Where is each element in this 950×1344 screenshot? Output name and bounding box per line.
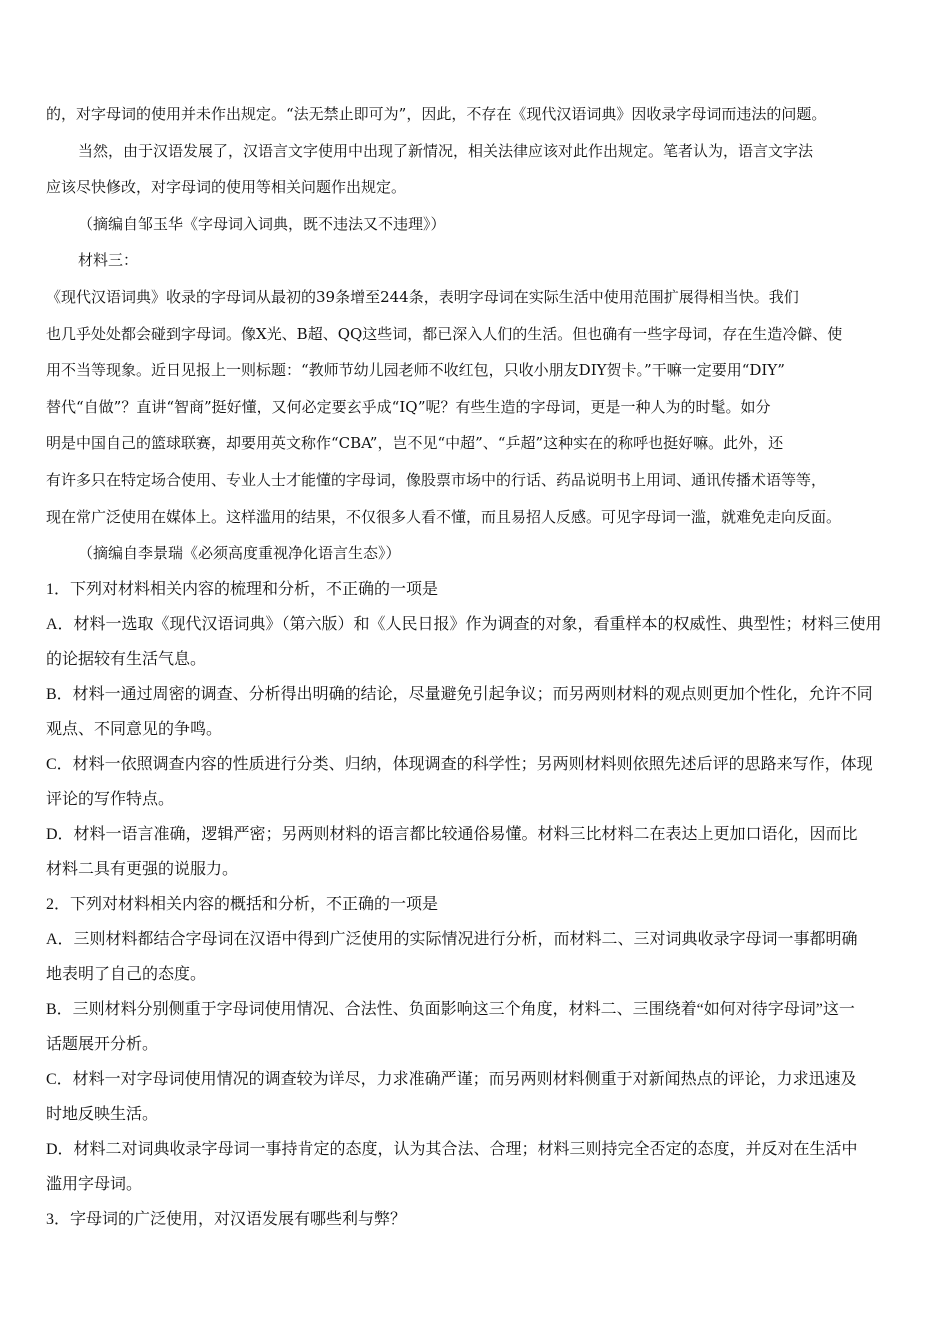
material3-source: （摘编自李景瑞《必须高度重视净化语言生态》） xyxy=(78,544,401,563)
material3-line-5: 明是中国自己的篮球联赛，却要用英文称作“CBA”，岂不见“中超”、“乒超”这种实在的称呼也挺好嘛。此外，还 xyxy=(46,434,784,453)
question-1-option-a: A．材料一选取《现代汉语词典》（第六版）和《人民日报》作为调查的对象，看重样本的权威性、典型性；材料三使用 xyxy=(46,615,882,633)
question-1-option-c-cont: 评论的写作特点。 xyxy=(46,790,175,808)
question-1-option-b: B．材料一通过周密的调查、分析得出明确的结论，尽量避免引起争议；而另两则材料的观点则更加个性化，允许不同 xyxy=(46,685,873,703)
material3-line-4: 替代“自做”？直讲“智商”挺好懂，又何必定要玄乎成“IQ”呢？有些生造的字母词，更是一种人为的时髦。如分 xyxy=(46,397,771,416)
material3-line-2: 也几乎处处都会碰到字母词。像X光、B超、QQ这些词，都已深入人们的生活。但也确有一些字母词，存在生造冷僻、使 xyxy=(46,324,843,343)
material2-source: （摘编自邹玉华《字母词入词典，既不违法又不违理》） xyxy=(78,214,446,233)
material3-line-7: 现在常广泛使用在媒体上。这样滥用的结果，不仅很多人看不懂，而且易招人反感。可见字母词一滥，就难免走向反面。 xyxy=(46,507,842,526)
question-2-option-b: B．三则材料分别侧重于字母词使用情况、合法性、负面影响这三个角度，材料二、三围绕着“如何对待字母词”这一 xyxy=(46,1000,855,1018)
question-2-option-d: D．材料二对词典收录字母词一事持肯定的态度，认为其合法、合理；材料三则持完全否定的态度，并反对在生活中 xyxy=(46,1140,858,1158)
material2-line-1: 的，对字母词的使用并未作出规定。“法无禁止即可为”，因此，不存在《现代汉语词典》因收录字母词而违法的问题。 xyxy=(46,105,827,123)
question-1-option-b-cont: 观点、不同意见的争鸣。 xyxy=(46,720,223,738)
document-page xyxy=(46,96,908,1237)
material2-line-2: 当然，由于汉语发展了，汉语言文字使用中出现了新情况，相关法律应该对此作出规定。笔者认为，语言文字法 xyxy=(78,141,814,160)
question-2-stem: 2．下列对材料相关内容的概括和分析，不正确的一项是 xyxy=(46,895,439,913)
question-2-option-a: A．三则材料都结合字母词在汉语中得到广泛使用的实际情况进行分析，而材料二、三对词典收录字母词一事都明确 xyxy=(46,930,858,948)
question-1-option-c: C．材料一依照调查内容的性质进行分类、归纳，体现调查的科学性；另两则材料则依照先述后评的思路来写作，体现 xyxy=(46,755,873,773)
question-1-stem: 1．下列对材料相关内容的梳理和分析，不正确的一项是 xyxy=(46,580,439,598)
question-1-option-d-cont: 材料二具有更强的说服力。 xyxy=(46,860,239,878)
question-1-option-a-cont: 的论据较有生活气息。 xyxy=(46,650,207,668)
question-1-option-d: D．材料一语言准确，逻辑严密；另两则材料的语言都比较通俗易懂。材料三比材料二在表达上更加口语化，因而比 xyxy=(46,825,858,843)
question-2-option-c-cont: 时地反映生活。 xyxy=(46,1105,159,1123)
question-2-option-d-cont: 滥用字母词。 xyxy=(46,1175,143,1193)
question-2-option-a-cont: 地表明了自己的态度。 xyxy=(46,965,207,983)
question-3-stem: 3．字母词的广泛使用，对汉语发展有哪些利与弊？ xyxy=(46,1210,407,1228)
material3-line-1: 《现代汉语词典》收录的字母词从最初的39条增至244条，表明字母词在实际生活中使用范围扩展得相当快。我们 xyxy=(46,287,799,306)
material2-line-3: 应该尽快修改，对字母词的使用等相关问题作出规定。 xyxy=(46,178,407,197)
material3-title: 材料三： xyxy=(78,251,139,270)
question-2-option-b-cont: 话题展开分析。 xyxy=(46,1035,159,1053)
material3-line-6: 有许多只在特定场合使用、专业人士才能懂的字母词，像股票市场中的行话、药品说明书上用词、通讯传播术语等等， xyxy=(46,470,827,489)
question-2-option-c: C．材料一对字母词使用情况的调查较为详尽，力求准确严谨；而另两则材料侧重于对新闻热点的评论，力求迅速及 xyxy=(46,1070,857,1088)
material3-line-3: 用不当等现象。近日见报上一则标题：“教师节幼儿园老师不收红包，只收小朋友DIY贺卡。”干嘛一定要用“DIY” xyxy=(46,361,785,380)
